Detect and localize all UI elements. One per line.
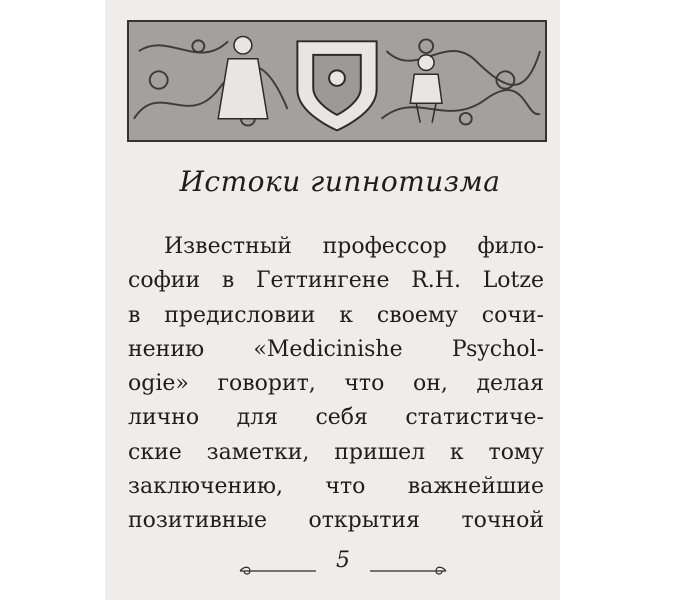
body-paragraph [128,230,544,539]
ornamental-banner-icon [127,20,547,142]
chapter-title: Истоки гипнотизма [179,165,501,198]
page-footer [238,548,448,588]
text-line: заключению, что важнейшие [128,474,544,500]
text-line: ские заметки, пришел к тому [128,439,544,465]
text-line: в предисловии к своему сочи- [128,302,544,328]
page-number: 5 [336,548,350,573]
flourish-right-icon [368,566,448,576]
text-line: софии в Геттингене R.H. Lotze [128,268,544,294]
text-line: ogie» говорит, что он, делая [128,371,544,397]
text-line: позитивные открытия точной [128,508,544,534]
text-line: лично для себя статистиче- [128,405,544,431]
text-line: Известный профессор фило- [164,234,544,259]
text-line: нению «Medicinishe Psychol- [128,336,544,362]
flourish-left-icon [238,566,318,576]
